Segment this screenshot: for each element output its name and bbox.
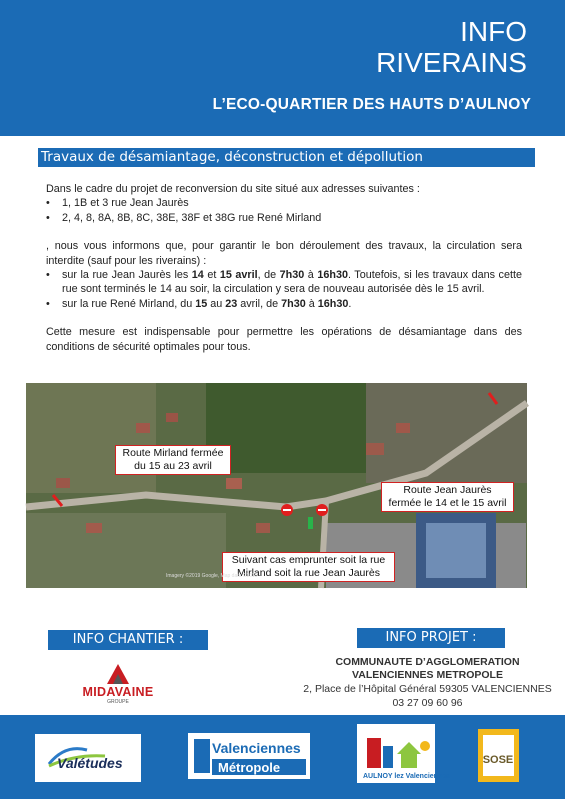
org-line-2: VALENCIENNES METROPOLE bbox=[352, 669, 503, 681]
logo2-line2: Métropole bbox=[218, 760, 281, 775]
valenciennes-metropole-logo bbox=[188, 733, 310, 779]
org-address: 2, Place de l’Hôpital Général 59305 VALENCIENNES bbox=[303, 683, 552, 695]
aulnoy-logo bbox=[357, 724, 451, 783]
address-item: • 1, 1B et 3 rue Jean Jaurès bbox=[46, 196, 522, 210]
callout-detour: Suivant cas emprunter soit la rue Mirland soit la rue Jean Jaurès bbox=[222, 552, 395, 582]
sose-text: SOSE bbox=[482, 754, 514, 766]
rule-item-mirland: • sur la rue René Mirland, du 15 au 23 avril, de 7h30 à 16h30. bbox=[46, 297, 352, 310]
midavaine-icon bbox=[77, 660, 159, 686]
page-subtitle: L’ECO-QUARTIER DES HAUTS D’AULNOY bbox=[212, 96, 531, 113]
sose-logo bbox=[478, 729, 519, 782]
rule-item-jaures: • sur la rue Jean Jaurès les 14 et 15 avril, de 7h30 à 16h30. Toutefois, si les travaux dans cette rue sont terminés le 14 au soir, la circulation y sera de nouveau autorisée dès le 15 avril. bbox=[46, 269, 522, 296]
info-chantier-label: INFO CHANTIER : bbox=[48, 630, 208, 650]
midavaine-name: MIDAVAINE bbox=[82, 685, 154, 699]
aulnoy-text: AULNOY lez Valenciennes bbox=[363, 773, 451, 780]
project-contact bbox=[290, 656, 565, 710]
conclusion-text: Cette mesure est indispensable pour permettre les opérations de désamiantage dans des conditions de sécurité optimales pour tous. bbox=[46, 326, 522, 353]
address-item: • 2, 4, 8, 8A, 8B, 8C, 38E, 38F et 38G rue René Mirland bbox=[46, 211, 522, 225]
org-phone[interactable]: 03 27 09 60 96 bbox=[392, 697, 463, 709]
page-title bbox=[376, 16, 527, 78]
midavaine-logo bbox=[77, 660, 159, 708]
aerial-map bbox=[26, 383, 527, 588]
callout-mirland-closed: Route Mirland fermée du 15 au 23 avril bbox=[115, 445, 231, 475]
imagery-credit: Imagery ©2019 Google, Map data ©2019 bbox=[166, 573, 258, 579]
notice-body bbox=[46, 182, 522, 354]
callout-jaures-closed: Route Jean Jaurès fermée le 14 et le 15 avril bbox=[381, 482, 514, 512]
intro-text: Dans le cadre du projet de reconversion du site situé aux adresses suivantes : bbox=[46, 183, 420, 195]
valetudes-text: Valétudes bbox=[57, 755, 123, 771]
header-banner bbox=[0, 0, 565, 136]
midavaine-sub: GROUPE bbox=[107, 699, 129, 705]
title-line-riverains: RIVERAINS bbox=[376, 47, 527, 78]
address-text: 2, 4, 8, 8A, 8B, 8C, 38E, 38F et 38G rue René Mirland bbox=[62, 211, 322, 224]
info-projet-label: INFO PROJET : bbox=[357, 628, 505, 648]
section-title: Travaux de désamiantage, déconstruction et dépollution bbox=[38, 148, 535, 167]
valetudes-logo bbox=[35, 734, 141, 782]
org-line-1: COMMUNAUTE D’AGGLOMERATION bbox=[335, 656, 520, 668]
logo2-line1: Valenciennes bbox=[212, 740, 301, 756]
title-line-info: INFO bbox=[460, 16, 527, 47]
notice-text: , nous vous informons que, pour garantir le bon déroulement des travaux, la circulation sera interdite (sauf pour les riverains) : bbox=[46, 240, 522, 267]
address-text: 1, 1B et 3 rue Jean Jaurès bbox=[62, 197, 189, 210]
